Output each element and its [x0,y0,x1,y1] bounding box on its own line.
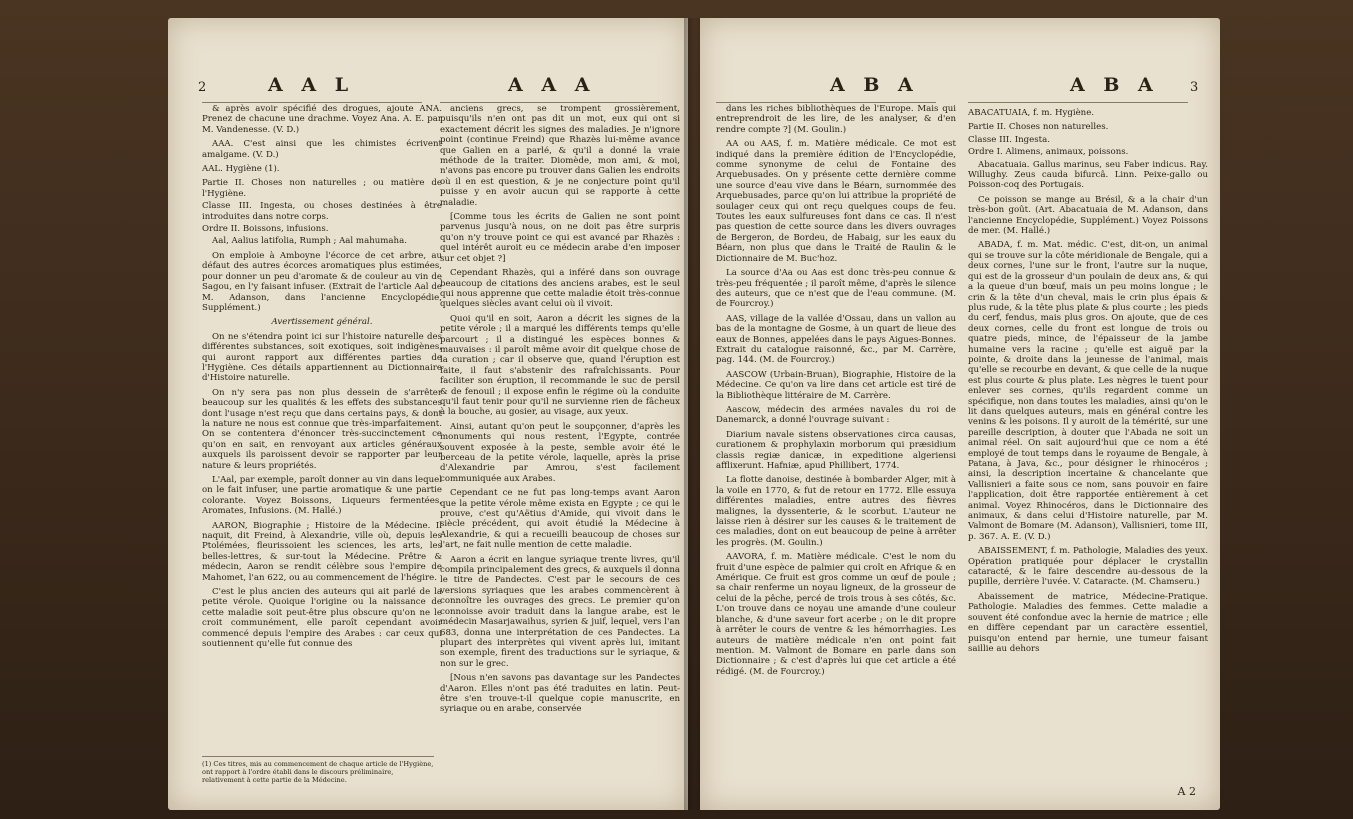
paragraph: L'Aal, par exemple, paroît donner au vin dans lequel on le fait infuser, une partie aromatique & une partie colorante. Voyez Boissons, Liqueurs fermentées, Aromates, Infusions. (M. Hallé.) [202,475,442,517]
paragraph: On n'y sera pas non plus dessein de s'arrêter beaucoup sur les qualités & les effets des substances dont l'usage n'est reçu que dans certains pays, & dont la nature ne nous est connue que très-imparfaitement. On se contentera d'énoncer très-succinctement ce qu'on en sait, en renvoyant aux articles généraux auxquels ils paroissent devoir se rapporter par leur nature & leurs propriétés. [202,387,442,471]
header-rule [716,102,936,103]
left-column-1 [202,104,442,694]
paragraph: AAVORA, f. m. Matière médicale. C'est le nom du fruit d'une espèce de palmier qui croît en Afrique & en Amérique. Ce fruit est gros comme un œuf de poule ; sa chair renferme un noyau ligneux, de la grosseur de celui de la pêche, percé de trois trous à ses côtés, &c. L'on trouve dans ce noyau une amande d'une couleur blanche, & d'une saveur fort acerbe ; on le dit propre à arrêter le cours de ventre & les hémorrhagies. Les auteurs de matière médicale n'en ont point fait mention. M. Valmont de Bomare en parle dans son Dictionnaire ; & c'est d'après lui que cet article a été rédigé. (M. de Fourcroy.) [716,552,956,677]
paragraph: dans les riches bibliothèques de l'Europe. Mais qui entreprendroit de les lire, de les analyser, & d'en rendre compte ?] (M. Goulin.) [716,104,956,135]
paragraph: La flotte danoise, destinée à bombarder Alger, mit à la voile en 1770, & fut de retour en 1772. Elle essuya différentes maladies, entre autres des fièvres malignes, la dyssenterie, & le scorbut. L'auteur ne laisse rien à désirer sur les causes & le traitement de ces maladies, dont on eut beaucoup de peine à arrêter les progrès. (M. Goulin.) [716,475,956,548]
page-number: 2 [198,80,207,95]
entry-heading: AAL. Hygiène (1). [202,164,280,175]
paragraph: AAA. C'est ainsi que les chimistes écrivent amalgame. (V. D.) [202,139,442,160]
paragraph: Classe III. Ingesta. [968,134,1050,145]
signature-mark: A 2 [1177,785,1196,798]
running-head: A A L [268,74,355,96]
paragraph: C'est le plus ancien des auteurs qui ait parlé de la petite vérole. Quoique l'origine ou la naissance de cette maladie soit peut-être plus obscure qu'on ne le croit communément, elle paroît cependant avoir commencé depuis l'empire des Arabes : car ceux qui soutiennent qu'elle fut connue des [202,587,442,650]
right-column-1 [716,104,956,794]
header-rule [440,102,660,103]
paragraph: ABAISSEMENT, f. m. Pathologie, Maladies des yeux. Opération pratiquée pour déplacer le crystallin cataracté, & le faire descendre au-dessous de la pupille, derrière l'uvée. V. Cataracte. (M. Chamseru.) [968,546,1208,588]
paragraph: ABADA, f. m. Mat. médic. C'est, dit-on, un animal qui se trouve sur la côte méridionale de Bengale, qui a deux cornes, l'une sur le front, l'autre sur la nuque, qui est de la grosseur d'un poulain de deux ans, & qui a la queue d'un bœuf, mais un peu moins longue ; le crin & la tête d'un cheval, mais le crin plus épais & plus rude, & la tête plus plate & plus courte ; les pieds du cerf, fendus, mais plus gros. On ajoute, que de ces deux cornes, celle du front est longue de trois ou quatre pieds, mince, de l'épaisseur de la jambe humaine vers la racine ; qu'elle est aiguë par la pointe, & droite dans la jeunesse de l'animal, mais qu'elle se recourbe en devant, & que celle de la nuque est plus courte & plus plate. Les nègres le tuent pour enlever ses cornes, qu'ils regardent comme un spécifique, non dans toutes les maladies, ainsi qu'on le lit dans quelques auteurs, mais en général contre les venins & les poisons. Il y auroit de la témérité, sur une pareille description, à douter que l'Abada ne soit un animal réel. On sait aujourd'hui que ce nom a été employé de tout temps dans le royaume de Bengale, à Patana, à Java, &c., pour désigner le rhinocéros ; ainsi, la description incertaine & chancelante que Vallisnieri a faite sous ce nom, sans pouvoir en faire l'application, doit être rapportée entièrement à cet animal. Voyez Rhinocéros, dans le Dictionnaire des animaux, & dans celui d'Histoire naturelle, par M. Valmont de Bomare (M. Adanson), Vallisnieri, tome III, p. 367. A. E. (V. D.) [968,240,1208,542]
paragraph: Cependant ce ne fut pas long-temps avant Aaron que la petite vérole même exista en Egypte ; ce qui le prouve, c'est qu'Aëtius d'Amide, qui vivoit dans le siècle précédent, qui avoit étudié la Médecine à Alexandrie, & qui a recueilli beaucoup de choses sur l'art, ne fait nulle mention de cette maladie. [440,488,680,551]
paragraph: Cependant Rhazès, qui a inféré dans son ouvrage beaucoup de citations des anciens arabes, est le seul qui nous apprenne que cette maladie étoit très-connue quelques siècles avant celui où il vivoit. [440,268,680,310]
paragraph: Partie II. Choses non naturelles ; ou matière de l'Hygiène. [202,178,442,199]
paragraph: Quoi qu'il en soit, Aaron a décrit les signes de la petite vérole ; il a marqué les différents temps qu'elle parcourt ; il a distingué les espèces bonnes & mauvaises : il paroît même avoir dit quelque chose de la curation ; car il observe que, quand l'éruption est faite, il faut s'abstenir des rafraîchissants. Pour faciliter son éruption, il recommande le suc de persil & de fenouil ; il expose enfin le régime où la conduite qu'il faut tenir pour qu'il ne survienne rien de fâcheux à la bouche, au gosier, au visage, aux yeux. [440,313,680,418]
paragraph: On emploie à Amboyne l'écorce de cet arbre, au défaut des autres écorces aromatiques plus estimées, pour donner un peu d'aromate & de couleur au vin de Sagou, en l'y faisant infuser. (Extrait de l'article Aal de M. Adanson, dans l'ancienne Encyclopédie, Supplément.) [202,250,442,313]
paragraph: & après avoir spécifié des drogues, ajoute ANA. Prenez de chacune une drachme. Voyez Ana. A. E. par M. Vandenesse. (V. D.) [202,104,442,135]
paragraph: Partie II. Choses non naturelles. [968,122,1109,133]
left-page [168,18,688,810]
header-rule [968,102,1188,103]
paragraph: [Comme tous les écrits de Galien ne sont point parvenus jusqu'à nous, on ne doit pas être surpris qu'on n'y trouve point ce qui est avancé par Rhazès : quel intérêt auroit eu ce médecin arabe d'en imposer sur cet objet ?] [440,212,680,264]
right-page [700,18,1220,810]
paragraph: La source d'Aa ou Aas est donc très-peu connue & très-peu fréquentée ; il paroît même, d'après le silence des auteurs, que ce n'est que de l'eau commune. (M. de Fourcroy.) [716,268,956,310]
paragraph: AAS, village de la vallée d'Ossau, dans un vallon au bas de la montagne de Gosme, à un quart de lieue des eaux de Bonnes, appelées dans le pays Aigues-Bonnes. Extrait du catalogue raisonné, &c., par M. Carrère, pag. 144. (M. de Fourcroy.) [716,313,956,366]
paragraph: Diarium navale sistens observationes circa causas, curationem & prophylaxin morborum qui præsidium classis regiæ danicæ, in expeditione algeriensi afflixerunt. Hafniæ, apud Phillibert, 1774. [716,429,956,471]
paragraph: Ordre II. Boissons, infusions. [202,224,329,235]
page-number: 3 [1190,80,1199,95]
right-column-2 [968,104,1208,794]
paragraph: AA ou AAS, f. m. Matière médicale. Ce mot est indiqué dans la première édition de l'Encyclopédie, comme synonyme de celui de Fontaine des Arquebusades. On y présente cette dernière comme une source d'eau vive dans le Béarn, surnommée des Arquebusades, parce qu'on lui attribue la propriété de soulager ceux qui ont reçu quelques coups de feu. Toutes les eaux sulfureuses font dans ce cas. Il n'est pas question de cette source dans les divers ouvrages de Bergeron, de Bordeu, de Habaig, sur les eaux du Béarn, non plus que dans le Traité de Raulin & le Dictionnaire de M. Buc'hoz. [716,139,956,264]
paragraph: Ce poisson se mange au Brésil, & a la chair d'un très-bon goût. (Art. Abacatuaia de M. Adanson, dans l'ancienne Encyclopédie, Supplément.) Voyez Poissons de mer. (M. Hallé.) [968,194,1208,237]
entry-heading: ABACATUAIA, f. m. Hygiène. [968,108,1095,118]
footnote: (1) Ces titres, mis au commencement de chaque article de l'Hygiène, ont rapport à l'ordre établi dans le discours préliminaire, relativement à cette partie de la Médecine. [202,756,434,784]
left-column-2 [440,104,680,794]
paragraph: Aascow, médecin des armées navales du roi de Danemarck, a donné l'ouvrage suivant : [716,404,956,426]
paragraph: Abacatuaia. Gallus marinus, seu Faber indicus. Ray. Willughy. Zeus cauda bifurcâ. Linn. Peixe-gallo ou Poisson-coq des Portugais. [968,159,1208,191]
paragraph: Classe III. Ingesta, ou choses destinées à être introduites dans notre corps. [202,201,442,222]
paragraph: [Nous n'en savons pas davantage sur les Pandectes d'Aaron. Elles n'ont pas été traduites en latin. Peut-être s'en trouve-t-il quelque copie manuscrite, en syriaque ou en arabe, conservée [440,673,680,715]
paragraph: Abaissement de matrice, Médecine-Pratique. Pathologie. Maladies des femmes. Cette maladie a souvent été confondue avec la hernie de matrice ; elle en diffère cependant par un caractère essentiel, puisqu'on entend par hernie, une tumeur faisant saillie au dehors [968,591,1208,654]
paragraph: AASCOW (Urbain-Bruan), Biographie, Histoire de la Médecine. Ce qu'on va lire dans cet article est tiré de la Bibliothèque littéraire de M. Carrère. [716,369,956,401]
running-head: A B A [830,74,919,96]
paragraph: AARON, Biographie ; Histoire de la Médecine. Il naquit, dit Freind, à Alexandrie, ville où, depuis les Ptolémées, fleurissoient les sciences, les arts, les belles-lettres, & sur-tout la Médecine. Prêtre & médecin, Aaron se rendit célèbre sous l'empire de Mahomet, l'an 622, ou au commencement de l'hégire. [202,520,442,583]
header-rule [202,102,422,103]
paragraph: On ne s'étendra point ici sur l'histoire naturelle des différentes substances, soit exotiques, soit indigènes, qui auront rapport aux différentes parties de l'Hygiène. Ces détails appartiennent au Dictionnaire d'Histoire naturelle. [202,331,442,384]
paragraph: Aaron a écrit en langue syriaque trente livres, qu'il compila principalement des grecs, & auxquels il donna le titre de Pandectes. C'est par le secours de ces versions syriaques que les arabes commencèrent à connoître les ouvrages des grecs. Le premier qu'on connoisse avoir traduit dans la langue arabe, est le médecin Masarjawaihus, syrien & juif, lequel, vers l'an 683, donna une interprétation de ces Pandectes. La plupart des interprètes qui vivent après lui, imitant son exemple, firent des traductions sur le syriaque, & non sur le grec. [440,554,680,669]
paragraph: anciens grecs, se trompent grossièrement, puisqu'ils n'en ont pas dit un mot, eux qui ont si exactement décrit les signes des maladies. Je n'ignore point (continue Freind) que Rhazès lui-même avance que Galien en a parlé, & qu'il a donné la vraie méthode de la traiter. Diomède, mon ami, & moi, n'avons pas encore pu trouver dans Galien les endroits où il en est question, & je ne conjecture point qu'il puisse y en avoir aucun qui se rapporte à cette maladie. [440,104,680,208]
paragraph: Avertissement général. [271,317,373,328]
paragraph: Ordre I. Alimens, animaux, poissons. [968,147,1129,158]
running-head-right-col: A A A [508,74,596,96]
paragraph: Ainsi, autant qu'on peut le soupçonner, d'après les monuments qui nous restent, l'Egypte, contrée souvent exposée à la peste, semble avoir été le berceau de la petite vérole, laquelle, après la prise d'Alexandrie par Amrou, s'est facilement communiquée aux Arabes. [440,421,680,484]
paragraph: Aal, Aalius latifolia, Rumph ; Aal mahumaha. [212,236,407,247]
running-head-right-col: A B A [1070,74,1159,96]
